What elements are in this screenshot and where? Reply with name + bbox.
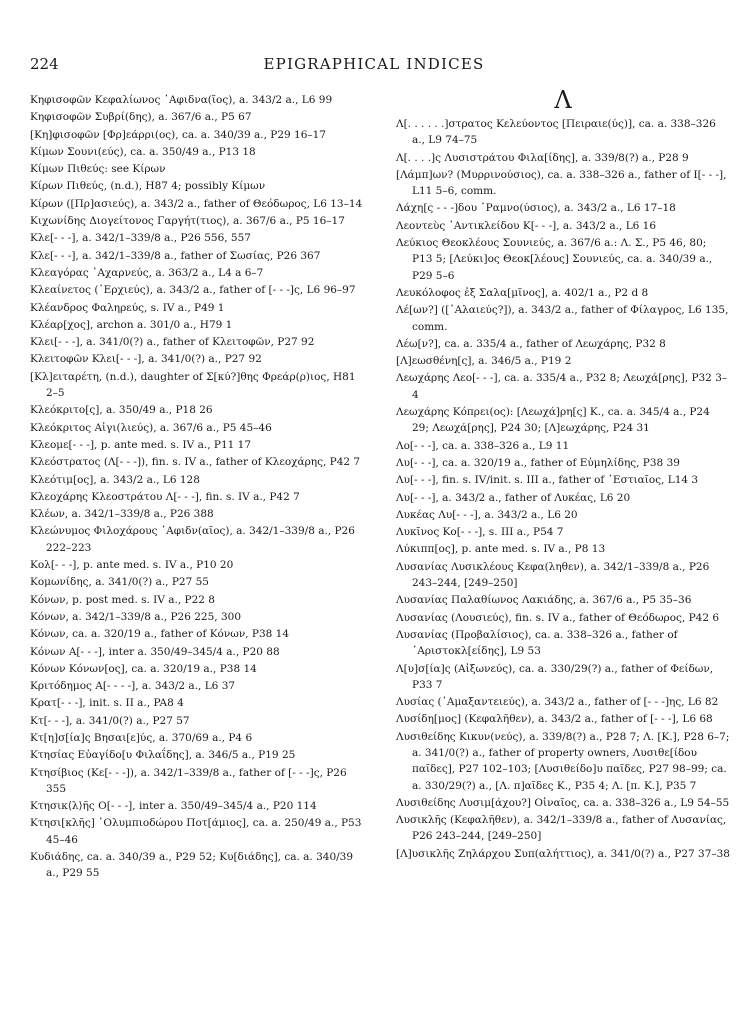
index-entry: Κίμων Σουνι(εύς), ca. a. 350/49 a., P13 18 — [30, 145, 256, 158]
index-entry: Λέω[ν?], ca. a. 335/4 a., father of Λεωχάρης, P32 8 — [396, 337, 666, 350]
index-entry: Λ[. . . . . .]στρατος Κελεύοντος [Πειραιε(ύς)], ca. a. 338–326 a., L9 74–75 — [396, 118, 716, 147]
index-entry: Λυσανίας Λυσικλέους Κεφα(ληθεν), a. 342/1–339/8 a., P26 243–244, [249–250] — [396, 560, 710, 590]
index-entry: Κόνων Α[- - -], inter a. 350/49–345/4 a., P20 88 — [30, 645, 280, 658]
index-entry: [Λάμπ]ων? (Μυρρινούσιος), ca. a. 338–326 a., father of Ι[- - -], L11 5–6, comm. — [396, 168, 727, 198]
index-entry: Λ[. . . .]ς Λυσιστράτου Φιλα[ίδης], a. 339/8(?) a., P28 9 — [396, 151, 689, 164]
index-entry: Κλέων, a. 342/1–339/8 a., P26 388 — [30, 508, 214, 521]
index-entry: Κυδιάδης, ca. a. 340/39 a., P29 52; Κυ[διάδης], ca. a. 340/39 a., P29 55 — [30, 851, 354, 880]
index-entry: Λυσίας (᾿Αμαξαντειεύς), a. 343/2 a., father of [- - -]ης, L6 82 — [396, 696, 719, 709]
index-entry: [Κη]φισοφῶν [Φρ]εάρρι(ος), ca. a. 340/39 a., P29 16–17 — [30, 128, 326, 141]
index-entry: Κλέαρ[χος], archon a. 301/0 a., H79 1 — [30, 318, 233, 331]
index-entry: Κιχωνίδης Διογείτονος Γαργήτ(τιος), a. 367/6 a., P5 16–17 — [30, 215, 345, 228]
index-entry: Κτησι[κλῆς] ᾿Ολυμπιοδώρου Ποτ[άμιος], ca. a. 250/49 a., P53 45–46 — [30, 817, 362, 846]
section-letter: Λ — [554, 86, 572, 114]
index-entry: Λεοντεὺς ᾿Αντικλείδου Κ[- - -], a. 343/2 a., L6 16 — [396, 219, 657, 232]
index-entry: Λυ[- - -], a. 343/2 a., father of Λυκέας, L6 20 — [396, 491, 631, 504]
index-entry: Κλεόκριτος Αἰγι(λιεύς), a. 367/6 a., P5 45–46 — [30, 421, 272, 434]
index-entry: Κηφισοφῶν Συβρί(δης), a. 367/6 a., P5 67 — [30, 111, 252, 124]
index-entry: Κόνων Κόνων[ος], ca. a. 320/19 a., P38 14 — [30, 662, 257, 675]
index-entry: Κτ[- - -], a. 341/0(?) a., P27 57 — [30, 714, 190, 727]
index-entry: [Λ]υσικλῆς Ζηλάρχου Συπ(αλήττιος), a. 341/0(?) a., P27 37–38 — [396, 847, 730, 860]
index-entry: Κόνων, ca. a. 320/19 a., father of Κόνων, P38 14 — [30, 628, 290, 641]
index-entry: Λυσανίας (Προβαλίσιος), ca. a. 338–326 a., father of ᾿Αριστοκλ[είδης], L9 53 — [396, 628, 678, 658]
index-entry: Κλεαίνετος (᾿Ερχιεύς), a. 343/2 a., father of [- - -]ς, L6 96–97 — [30, 284, 356, 297]
page-number: 224 — [30, 55, 59, 73]
index-entry: Λυσίδη[μος] (Κεφαλῆθεν), a. 343/2 a., father of [- - -], L6 68 — [396, 713, 713, 726]
index-entry: Κλέανδρος Φαληρεύς, s. IV a., P49 1 — [30, 301, 225, 314]
index-entry: [Λ]εωσθένη[ς], a. 346/5 a., P19 2 — [396, 355, 572, 368]
index-entry: Κτησικ⟨λ⟩ῆς Ο[- - -], inter a. 350/49–345/4 a., P20 114 — [30, 800, 317, 813]
index-entry: Λευκόλοφος ἐξ Σαλα[μῖνος], a. 402/1 a., P2 d 8 — [396, 286, 649, 299]
index-entry: Κόνων, p. post med. s. IV a., P22 8 — [30, 593, 215, 606]
index-entry: Κλε[- - -], a. 342/1–339/8 a., father of Σωσίας, P26 367 — [30, 249, 321, 262]
index-entry: Κλεώνυμος Φιλοχάρους ᾿Αφιδν(αῖος), a. 342/1–339/8 a., P26 222–223 — [30, 525, 355, 554]
left-index-column — [30, 92, 364, 883]
index-entry: Κίρων Πιθεύς, (n.d.), H87 4; possibly Κίμων — [30, 180, 266, 193]
index-entry: Κτησίβιος (Κε[- - -]), a. 342/1–339/8 a., father of [- - -]ς, P26 355 — [30, 766, 347, 795]
index-entry: Λυκέας Λυ[- - -], a. 343/2 a., L6 20 — [396, 508, 578, 521]
index-entry: Κλεομε[- - -], p. ante med. s. IV a., P11 17 — [30, 438, 251, 451]
index-entry: Λεύκιος Θεοκλέους Σουνιεύς, a. 367/6 a.: Λ. Σ., P5 46, 80; P13 5; [Λεύκι]ος Θεοκ[λέους] Σουνιεύς, ca. a. 340/39 a., P29 5–6 — [396, 237, 713, 282]
index-entry: Λυσιθείδης Κικυν(νεύς), a. 339/8(?) a., P28 7; Λ. [Κ.], P28 6–7; a. 341/0(?) a., father of property owners, Λυσιθε[ίδου παῖδες], P27 102–103; [Λυσιθείδο]υ παῖδες, P27 98–99; ca. a. 330/29(?) a., [Λ. π]αῖδες Κ., P35 4; Λ. [π. Κ.], P35 7 — [396, 730, 730, 792]
index-entry: Λέ[ων?] ([᾿Αλαιεύς?]), a. 343/2 a., father of Φίλαγρος, L6 135, comm. — [396, 304, 729, 333]
index-entry: Κολ[- - -], p. ante med. s. IV a., P10 20 — [30, 559, 234, 572]
index-entry: Κομωνίδης, a. 341/0(?) a., P27 55 — [30, 576, 209, 589]
index-entry: [Κλ]ειταρέτη, (n.d.), daughter of Σ[κύ?]θης Φρεάρ(ρ)ιος, H81 2–5 — [30, 370, 356, 400]
index-entry: Κρατ[- - -], init. s. II a., PA8 4 — [30, 697, 184, 710]
index-entry: Κίρων ([Πρ]ασιεύς), a. 343/2 a., father of Θεόδωρος, L6 13–14 — [30, 197, 363, 210]
index-entry: Κλεόστρατος (Λ[- - -]), fin. s. IV a., father of Κλεοχάρης, P42 7 — [30, 456, 361, 469]
index-entry: Λο[- - -], ca. a. 338–326 a., L9 11 — [396, 439, 570, 452]
index-entry: Λυ[- - -], fin. s. IV/init. s. III a., father of ῾Εστιαῖος, L14 3 — [396, 474, 699, 487]
index-entry: Κλε[- - -], a. 342/1–339/8 a., P26 556, 557 — [30, 232, 251, 245]
index-entry: Κλεοχάρης Κλεοστράτου Λ[- - -], fin. s. IV a., P42 7 — [30, 490, 300, 503]
index-entry: Λυσανίας (Λουσιεύς), fin. s. IV a., father of Θεόδωρος, P42 6 — [396, 611, 720, 624]
index-entry: Λ[υ]σ[ία]ς (Αἰξωνεύς), ca. a. 330/29(?) a., father of Φείδων, P33 7 — [396, 662, 714, 691]
index-entry: Κτησίας Εὐαγίδο[υ Φιλαΐδης], a. 346/5 a., P19 25 — [30, 749, 296, 762]
index-entry: Λεωχάρης Κόπρει(ος): [Λεωχά]ρη[ς] Κ., ca. a. 345/4 a., P24 29; Λεωχά[ρης], P24 30; [Λ]εωχάρης, P24 31 — [396, 406, 710, 435]
index-entry: Κηφισοφῶν Κεφαλίωνος ᾿Αφιδνα(ῖος), a. 343/2 a., L6 99 — [30, 94, 333, 106]
index-entry: Λυσιθείδης Λυσιμ[άχου?] Οἰναῖος, ca. a. 338–326 a., L9 54–55 — [396, 796, 730, 809]
index-entry: Κλεότιμ[ος], a. 343/2 a., L6 128 — [30, 473, 200, 486]
right-entries — [396, 116, 730, 862]
index-entry: Κλει[- - -], a. 341/0(?) a., father of Κλειτοφῶν, P27 92 — [30, 336, 315, 349]
index-entry: Λυ[- - -], ca. a. 320/19 a., father of Εὐμηλίδης, P38 39 — [396, 456, 680, 469]
index-entry: Λάχη[ς - - -]δου ῾Ραμνο(ύσιος), a. 343/2 a., L6 17–18 — [396, 202, 676, 215]
index-entry: Κλεόκριτο[ς], a. 350/49 a., P18 26 — [30, 404, 213, 417]
index-entry: Κλειτοφῶν Κλει[- - -], a. 341/0(?) a., P27 92 — [30, 353, 262, 366]
index-entry: Λυσικλῆς (Κεφαλῆθεν), a. 342/1–339/8 a., father of Λυσανίας, P26 243–244, [249–250] — [396, 814, 727, 843]
index-entry: Κίμων Πιθεύς: see Κίρων — [30, 163, 166, 176]
index-entry: Λύκιππ[ος], p. ante med. s. IV a., P8 13 — [396, 543, 606, 556]
index-entry: Λυκῖνος Κο[- - -], s. III a., P54 7 — [396, 526, 564, 539]
index-entry: Κόνων, a. 342/1–339/8 a., P26 225, 300 — [30, 610, 242, 623]
right-index-column — [396, 86, 730, 863]
index-entry: Λυσανίας Παλαθίωνος Λακιάδης, a. 367/6 a., P5 35–36 — [396, 594, 692, 607]
index-entry: Κλεαγόρας ᾿Αχαρνεύς, a. 363/2 a., L4 a 6–7 — [30, 266, 264, 279]
index-entry: Κτ[η]σ[ία]ς Βησαι[ε]ύς, a. 370/69 a., P4 6 — [30, 731, 253, 744]
index-entry: Λεωχάρης Λεο[- - -], ca. a. 335/4 a., P32 8; Λεωχά[ρης], P32 3–4 — [396, 372, 728, 401]
running-header: EPIGRAPHICAL INDICES — [263, 55, 485, 73]
index-entry: Κριτόδημος Α[- - - -], a. 343/2 a., L6 37 — [30, 680, 236, 693]
